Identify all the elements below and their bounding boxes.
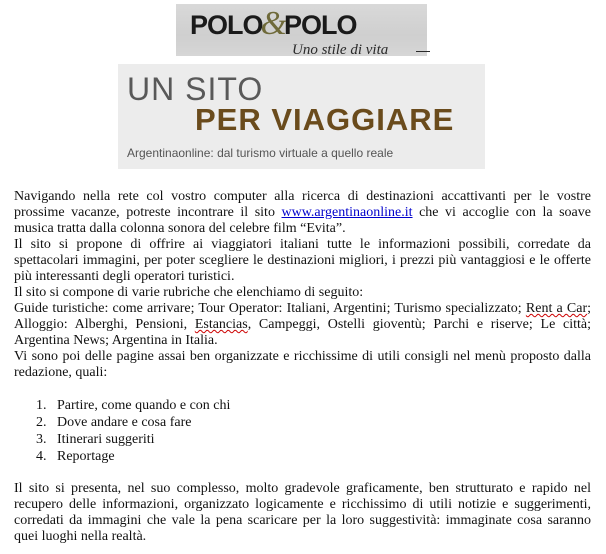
list-text: Itinerari suggeriti [57, 432, 155, 447]
logo-ampersand: & [260, 5, 286, 42]
article-header-banner [118, 64, 485, 169]
sections-text-1: Guide turistiche: come arrivare; Tour Operator: Italiani, Argentini; Turismo specializzato; [14, 301, 526, 316]
paragraph-conclusion: Il sito si presenta, nel suo complesso, molto gradevole graficamente, ben strutturato e rapido nel recupero delle informazioni, organizzato logicamente e ricchissimo di utili notizie e suggerimenti, corredati da immagini che vale la pena scaricare per la loro suggestività: immaginate cosa saranno quei luoghi nella realtà. [14, 481, 591, 544]
list-text: Partire, come quando e con chi [57, 398, 231, 413]
sections-text-3: , Campeggi, Ostelli gioventù; Parchi e riserve; Le città; Argentina News; Argentina in Italia. [14, 317, 591, 348]
logo-part-1: POLO [190, 10, 263, 40]
site-link[interactable]: www.argentinaonline.it [281, 205, 413, 220]
logo-part-2: POLO [283, 10, 357, 40]
paragraph-sections-list [14, 301, 591, 349]
paragraph-purpose: Il sito si propone di offrire ai viaggiatori italiani tutte le informazioni possibili, corredate da spettacolari immagini, per poter scegliere le destinazioni migliori, i prezzi più vantaggiosi e le offerte più interessanti degli operatori turistici. [14, 237, 591, 284]
intro-text: Navigando nella rete col vostro computer alla ricerca di destinazioni accattivanti per le vostre prossime vacanze, potreste incontrare il sito [14, 189, 591, 220]
list-text: Reportage [57, 449, 115, 464]
list-item [14, 414, 591, 431]
article-body [14, 189, 591, 545]
logo-slogan: Uno stile di vita [292, 42, 389, 58]
list-number: 2. [36, 415, 47, 430]
paragraph-menu-intro: Vi sono poi delle pagine assai ben organizzate e ricchissime di utili consigli nel menù proposto dalla redazione, quali: [14, 349, 591, 380]
paragraph-sections-intro: Il sito si compone di varie rubriche che elenchiamo di seguito: [14, 285, 364, 300]
menu-list [14, 397, 591, 465]
list-item [14, 397, 591, 414]
list-item [14, 448, 591, 465]
logo-slogan-dash [416, 51, 430, 52]
list-item [14, 431, 591, 448]
list-text: Dove andare e cosa fare [57, 415, 192, 430]
intro-text-end: che vi accoglie con la soave musica tratta dalla colonna sonora del celebre film “Evita”. [14, 205, 591, 236]
paragraph-intro [14, 189, 591, 237]
logo-wordmark [190, 5, 357, 42]
sections-rent-a-car: Rent a Car [525, 301, 588, 316]
sections-estancias: Estancias [194, 317, 248, 332]
list-number: 4. [36, 449, 47, 464]
header-title-line-2: PER VIAGGIARE [195, 102, 455, 137]
header-title-line-1: UN SITO [127, 71, 264, 107]
list-number: 1. [36, 398, 47, 413]
header-subtitle: Argentinaonline: dal turismo virtuale a quello reale [127, 146, 394, 160]
list-number: 3. [36, 432, 47, 447]
sections-text-2: ; Alloggio: Alberghi, Pensioni, [14, 301, 592, 332]
logo-banner [176, 4, 427, 56]
